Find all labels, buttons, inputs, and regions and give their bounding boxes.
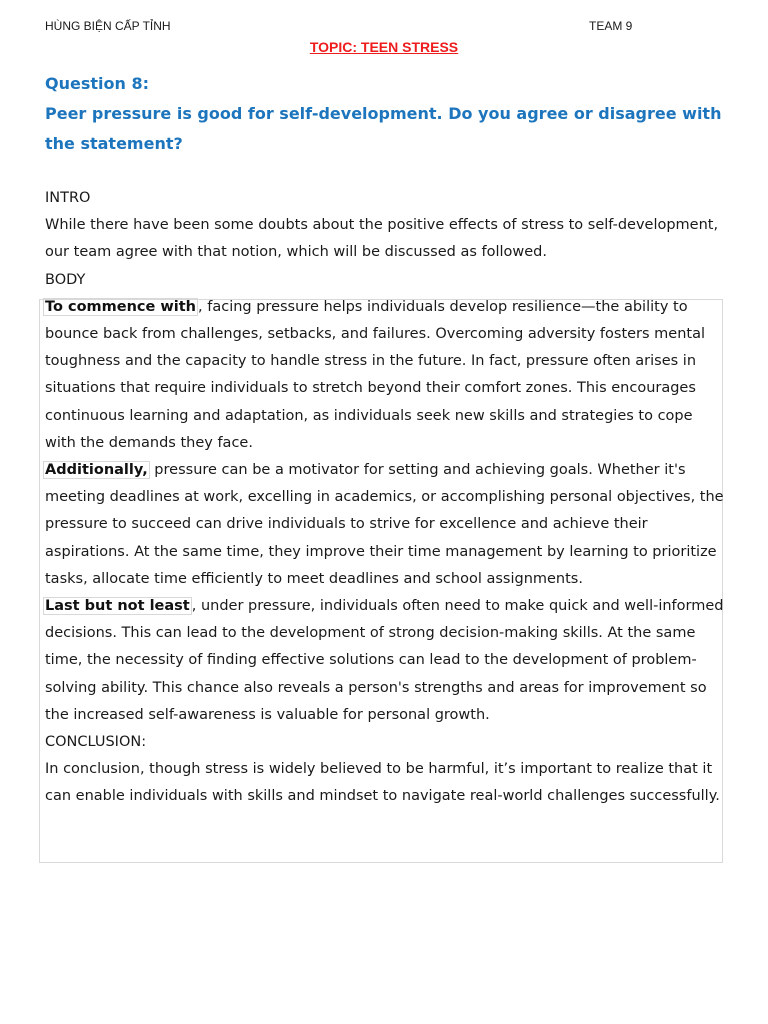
paragraph-lead: To commence with: [45, 298, 197, 315]
topic-title-text: TOPIC: TEEN STRESS: [309, 39, 459, 55]
body-paragraph-1: [45, 294, 725, 457]
header-team-label: TEAM 9: [589, 19, 633, 33]
intro-paragraph: While there have been some doubts about the positive effects of stress to self-development, our team agree with that notion, which will be discussed as followed.: [45, 217, 719, 261]
paragraph-text: , under pressure, individuals often need to make quick and well-informed decisions. This can lead to the development of strong decision-making skills. At the same time, the necessity of finding effective solutions can lead to the development of problem-solving ability. This chance also reveals a person's strengths and areas for improvement so the increased self-awareness is valuable for personal growth.: [45, 598, 724, 723]
conclusion-heading: CONCLUSION:: [45, 734, 147, 751]
question-number: Question 8:: [45, 74, 149, 93]
question-statement: Peer pressure is good for self-development. Do you agree or disagree with the statement?: [45, 104, 722, 153]
paragraph-lead: Additionally,: [45, 462, 148, 479]
paragraph-text: pressure can be a motivator for setting and achieving goals. Whether it's meeting deadlines at work, excelling in academics, or accomplishing personal objectives, the pressure to succeed can drive individuals to strive for excellence and achieve their aspirations. At the same time, they improve their time management by learning to prioritize tasks, allocate time efficiently to meet deadlines and school assignments.: [45, 462, 724, 587]
topic-title: [0, 39, 768, 55]
conclusion-paragraph: In conclusion, though stress is widely believed to be harmful, it’s important to realize that it can enable individuals with skills and mindset to navigate real-world challenges successfully.: [45, 761, 720, 805]
body-paragraph-3: [45, 593, 725, 729]
body-paragraph-2: [45, 457, 725, 593]
header-left-text: HÙNG BIỆN CẤP TỈNH: [45, 19, 171, 33]
paragraph-text: , facing pressure helps individuals develop resilience—the ability to bounce back from challenges, setbacks, and failures. Overcoming adversity fosters mental toughness and the capacity to handle stress in the future. In fact, pressure often arises in situations that require individuals to stretch beyond their comfort zones. This encourages continuous learning and adaptation, as individuals seek new skills and strategies to cope with the demands they face.: [45, 298, 706, 451]
intro-heading: INTRO: [45, 190, 91, 206]
essay-content: [45, 185, 725, 811]
paragraph-lead: Last but not least: [45, 598, 190, 615]
body-heading: BODY: [45, 271, 86, 288]
